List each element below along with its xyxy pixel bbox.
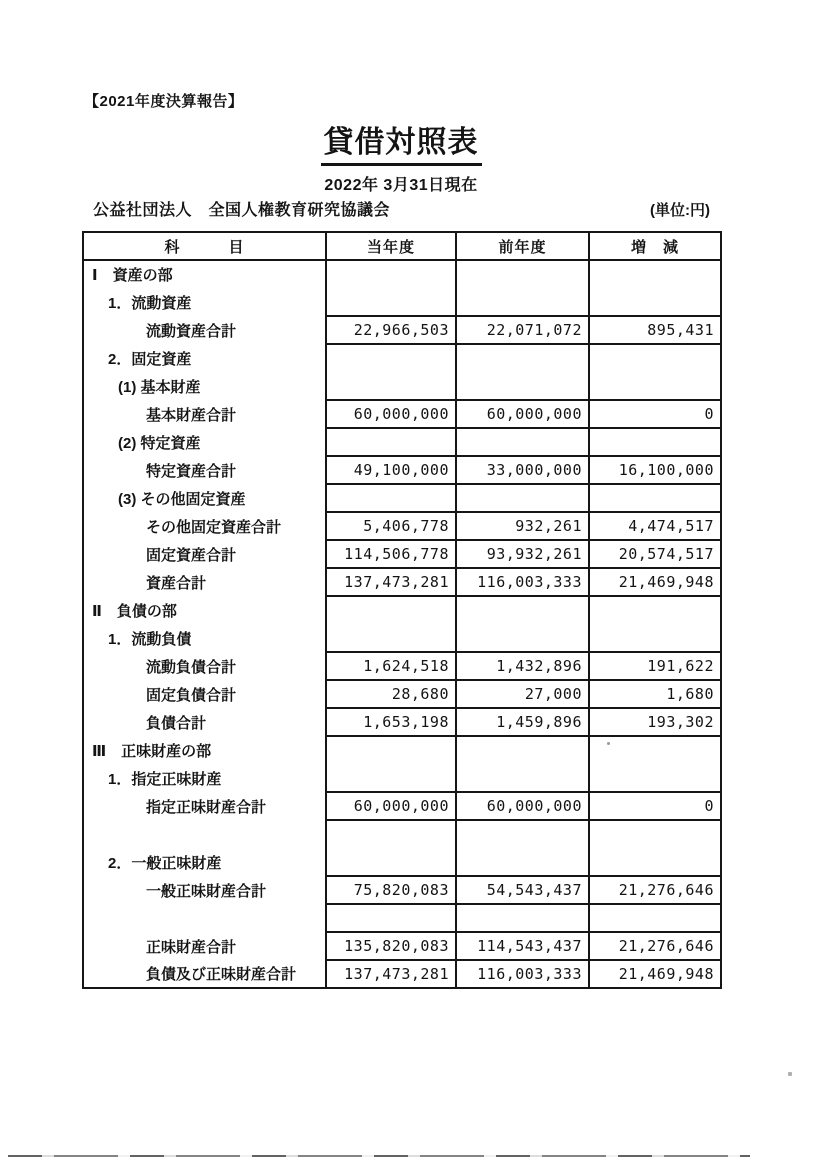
previous-year-value: 60,000,000 [456, 792, 589, 820]
previous-year-value: 1,432,896 [456, 652, 589, 680]
change-value [589, 260, 721, 288]
previous-year-value: 60,000,000 [456, 400, 589, 428]
account-item-label: 流動負債合計 [146, 658, 237, 676]
current-year-value [326, 764, 456, 792]
date-block [82, 172, 720, 195]
table-row [83, 680, 721, 708]
table-row [83, 400, 721, 428]
account-item-label: 2．固定資産 [108, 350, 192, 368]
change-value: 193,302 [589, 708, 721, 736]
table-row [83, 372, 721, 400]
change-value: 4,474,517 [589, 512, 721, 540]
current-year-value: 137,473,281 [326, 960, 456, 988]
table-row [83, 624, 721, 652]
organization-row [82, 197, 720, 220]
account-item-label: (2) 特定資産 [118, 434, 201, 452]
table-row [83, 260, 721, 288]
previous-year-value [456, 344, 589, 372]
table-row [83, 736, 721, 764]
account-item-label: 基本財産合計 [146, 406, 237, 424]
previous-year-value: 116,003,333 [456, 960, 589, 988]
table-row [83, 820, 721, 848]
balance-sheet-table [82, 231, 722, 989]
table-row [83, 316, 721, 344]
change-value [589, 764, 721, 792]
table-row [83, 876, 721, 904]
column-header-current-year: 当年度 [326, 232, 456, 260]
table-row [83, 428, 721, 456]
previous-year-value [456, 428, 589, 456]
table-row [83, 708, 721, 736]
current-year-value [326, 484, 456, 512]
scan-artifact-line [8, 1155, 750, 1157]
account-item-label: 指定正味財産合計 [146, 798, 267, 816]
table-row [83, 568, 721, 596]
table-row [83, 456, 721, 484]
current-year-value: 28,680 [326, 680, 456, 708]
table-row [83, 904, 721, 932]
previous-year-value [456, 736, 589, 764]
account-item-label: 固定負債合計 [146, 686, 237, 704]
previous-year-value: 116,003,333 [456, 568, 589, 596]
account-item-label: 1．流動資産 [108, 294, 192, 312]
change-value [589, 288, 721, 316]
account-item-label: 正味財産合計 [146, 938, 237, 956]
change-value: 1,680 [589, 680, 721, 708]
current-year-value: 22,966,503 [326, 316, 456, 344]
current-year-value: 5,406,778 [326, 512, 456, 540]
current-year-value [326, 736, 456, 764]
current-year-value [326, 904, 456, 932]
title-block [82, 126, 720, 166]
account-item-label: 2．一般正味財産 [108, 854, 222, 872]
change-value [589, 848, 721, 876]
account-item-label: 一般正味財産合計 [146, 882, 267, 900]
scan-artifact-speck [607, 742, 610, 745]
previous-year-value: 1,459,896 [456, 708, 589, 736]
table-row [83, 596, 721, 624]
previous-year-value: 27,000 [456, 680, 589, 708]
table-row [83, 344, 721, 372]
current-year-value [326, 624, 456, 652]
account-item-label: 流動資産合計 [146, 322, 237, 340]
account-item-label: 特定資産合計 [146, 462, 237, 480]
account-item-label: 固定資産合計 [146, 546, 237, 564]
change-value: 20,574,517 [589, 540, 721, 568]
previous-year-value [456, 372, 589, 400]
account-item-label: 1．指定正味財産 [108, 770, 222, 788]
change-value: 191,622 [589, 652, 721, 680]
change-value: 21,469,948 [589, 568, 721, 596]
change-value [589, 624, 721, 652]
current-year-value [326, 344, 456, 372]
table-row [83, 484, 721, 512]
previous-year-value [456, 260, 589, 288]
column-header-change: 増 減 [589, 232, 721, 260]
current-year-value: 60,000,000 [326, 400, 456, 428]
current-year-value: 1,653,198 [326, 708, 456, 736]
change-value [589, 820, 721, 848]
table-row [83, 652, 721, 680]
current-year-value [326, 848, 456, 876]
previous-year-value [456, 848, 589, 876]
current-year-value: 60,000,000 [326, 792, 456, 820]
previous-year-value: 93,932,261 [456, 540, 589, 568]
account-item-label: (3) その他固定資産 [118, 490, 246, 508]
organization-name: 公益社団法人 全国人権教育研究協議会 [93, 202, 391, 219]
current-year-value [326, 260, 456, 288]
scan-artifact-speck [788, 1072, 792, 1076]
current-year-value: 49,100,000 [326, 456, 456, 484]
table-row [83, 288, 721, 316]
column-header-previous-year: 前年度 [456, 232, 589, 260]
current-year-value: 135,820,083 [326, 932, 456, 960]
table-row [83, 540, 721, 568]
table-row [83, 512, 721, 540]
previous-year-value: 33,000,000 [456, 456, 589, 484]
change-value [589, 344, 721, 372]
account-item-label: (1) 基本財産 [118, 378, 201, 396]
account-item-label: 資産合計 [146, 574, 207, 592]
account-item-label: Ⅱ 負債の部 [92, 602, 177, 620]
change-value [589, 596, 721, 624]
change-value [589, 904, 721, 932]
change-value [589, 372, 721, 400]
account-item-label: 負債及び正味財産合計 [146, 966, 297, 983]
change-value [589, 428, 721, 456]
table-row [83, 932, 721, 960]
previous-year-value [456, 624, 589, 652]
previous-year-value [456, 904, 589, 932]
previous-year-value [456, 764, 589, 792]
change-value [589, 736, 721, 764]
change-value [589, 484, 721, 512]
current-year-value: 75,820,083 [326, 876, 456, 904]
account-item-label: Ⅲ 正味財産の部 [92, 742, 212, 760]
account-item-label: Ⅰ 資産の部 [92, 267, 173, 284]
current-year-value [326, 596, 456, 624]
unit-note: (単位:円) [650, 202, 710, 219]
current-year-value: 137,473,281 [326, 568, 456, 596]
previous-year-value: 932,261 [456, 512, 589, 540]
previous-year-value [456, 288, 589, 316]
current-year-value [326, 820, 456, 848]
change-value: 21,276,646 [589, 876, 721, 904]
current-year-value: 1,624,518 [326, 652, 456, 680]
account-item-label: 1．流動負債 [108, 630, 192, 648]
account-item-label: 負債合計 [146, 714, 207, 732]
column-header-item: 科 目 [83, 232, 326, 260]
table-row [83, 792, 721, 820]
change-value: 16,100,000 [589, 456, 721, 484]
change-value: 895,431 [589, 316, 721, 344]
table-row [83, 848, 721, 876]
table-row [83, 960, 721, 988]
previous-year-value [456, 820, 589, 848]
account-item-label [83, 904, 326, 932]
change-value: 21,276,646 [589, 932, 721, 960]
as-of-date: 2022年 3月31日現在 [324, 177, 478, 194]
previous-year-value [456, 484, 589, 512]
page-title: 貸借対照表 [321, 126, 482, 166]
change-value: 0 [589, 792, 721, 820]
change-value: 0 [589, 400, 721, 428]
table-row [83, 764, 721, 792]
current-year-value [326, 372, 456, 400]
account-item-label [83, 820, 326, 848]
current-year-value [326, 288, 456, 316]
account-item-label: その他固定資産合計 [146, 518, 282, 536]
table-header-row [83, 232, 721, 260]
current-year-value: 114,506,778 [326, 540, 456, 568]
previous-year-value: 114,543,437 [456, 932, 589, 960]
change-value: 21,469,948 [589, 960, 721, 988]
previous-year-value [456, 596, 589, 624]
previous-year-value: 54,543,437 [456, 876, 589, 904]
current-year-value [326, 428, 456, 456]
report-year-tag: 【2021年度決算報告】 [84, 93, 244, 110]
previous-year-value: 22,071,072 [456, 316, 589, 344]
